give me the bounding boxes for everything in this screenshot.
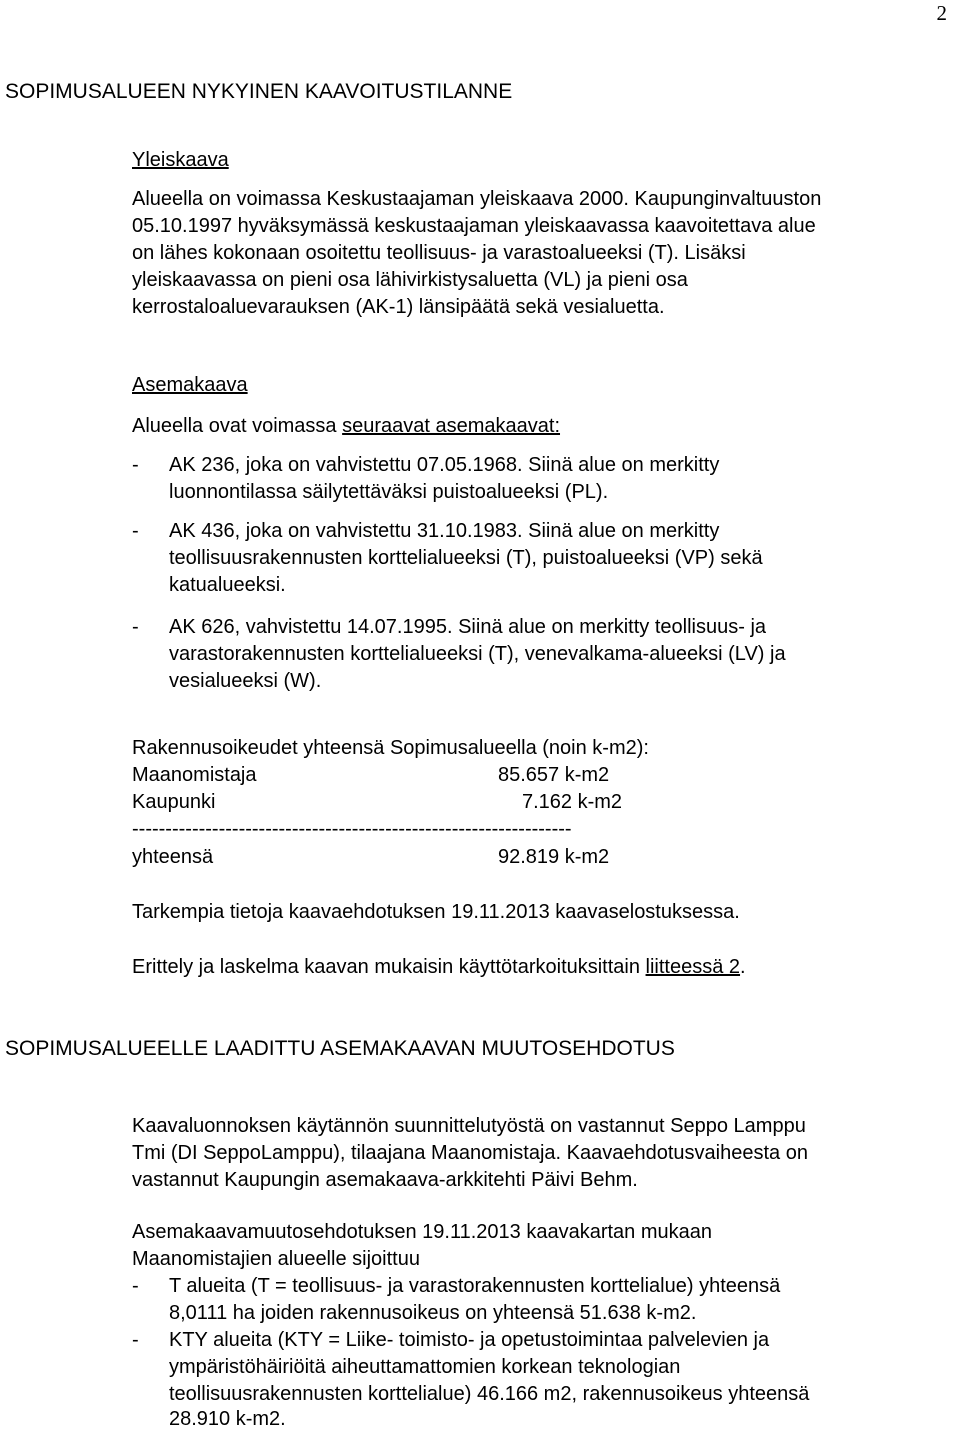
list-dash: -	[132, 1275, 139, 1297]
list-item-line: teollisuusrakennusten korttelialueeksi (T), puistoalueeksi (VP) sekä	[169, 547, 763, 569]
yleiskaava-line: Alueella on voimassa Keskustaajaman yleiskaava 2000. Kaupunginvaltuuston	[132, 188, 822, 210]
total-label: yhteensä	[132, 846, 214, 868]
list-dash: -	[132, 1329, 139, 1351]
liite-link[interactable]: liitteessä 2	[645, 956, 741, 978]
yleiskaava-line: 05.10.1997 hyväksymässä keskustaajaman yleiskaavassa kaavoitettava alue	[132, 215, 816, 237]
row-label: Kaupunki	[132, 791, 216, 813]
erittely-suffix: .	[740, 956, 746, 978]
list-item-line: varastorakennusten korttelialueeksi (T), venevalkama-alueeksi (LV) ja	[169, 643, 786, 665]
section-heading: SOPIMUSALUEEN NYKYINEN KAAVOITUSTILANNE	[5, 80, 513, 103]
list-dash: -	[132, 520, 139, 542]
erittely-text	[132, 954, 746, 980]
row-value: 7.162 k-m2	[522, 791, 623, 813]
tarkempia-text: Tarkempia tietoja kaavaehdotuksen 19.11.2013 kaavaselostuksessa.	[132, 901, 740, 923]
list-item-line: AK 436, joka on vahvistettu 31.10.1983. Siinä alue on merkitty	[169, 520, 720, 542]
asemakaava-intro	[132, 413, 560, 439]
section-heading: SOPIMUSALUEELLE LAADITTU ASEMAKAAVAN MUUTOSEHDOTUS	[5, 1037, 675, 1060]
list-item-line: KTY alueita (KTY = Liike- toimisto- ja opetustoimintaa palvelevien ja	[169, 1329, 770, 1351]
list-item-line: luonnontilassa säilytettäväksi puistoalueeksi (PL).	[169, 481, 609, 503]
yleiskaava-line: kerrostaloaluevarauksen (AK-1) länsipäätä sekä vesialuetta.	[132, 296, 665, 318]
page-number: 2	[936, 1, 947, 25]
list-item-line: T alueita (T = teollisuus- ja varastorakennusten korttelialue) yhteensä	[169, 1275, 781, 1297]
yleiskaava-line: on lähes kokonaan osoitettu teollisuus- ja varastoalueeksi (T). Lisäksi	[132, 242, 746, 264]
list-item-line: katualueeksi.	[169, 574, 286, 596]
para-line: vastannut Kaupungin asemakaava-arkkitehti Päivi Behm.	[132, 1169, 638, 1191]
list-item-line: teollisuusrakennusten korttelialue) 46.166 m2, rakennusoikeus yhteensä	[169, 1383, 810, 1405]
para-line: Tmi (DI SeppoLamppu), tilaajana Maanomistaja. Kaavaehdotusvaiheesta on	[132, 1142, 808, 1164]
para-line: Maanomistajien alueelle sijoittuu	[132, 1248, 420, 1270]
row-value: 85.657 k-m2	[498, 764, 610, 786]
yleiskaava-title: Yleiskaava	[132, 149, 229, 171]
asemakaava-link[interactable]: seuraavat asemakaavat:	[342, 415, 561, 437]
separator: ------------------------------------------------------------------	[132, 818, 572, 840]
list-item-line: 8,0111 ha joiden rakennusoikeus on yhteensä 51.638 k-m2.	[169, 1302, 697, 1324]
list-dash: -	[132, 616, 139, 638]
rakennusoikeudet-title: Rakennusoikeudet yhteensä Sopimusalueella (noin k-m2):	[132, 737, 649, 759]
total-value: 92.819 k-m2	[498, 846, 610, 868]
asemakaava-intro-text: Alueella ovat voimassa	[132, 415, 343, 437]
list-item-line: AK 626, vahvistettu 14.07.1995. Siinä alue on merkitty teollisuus- ja	[169, 616, 767, 638]
row-label: Maanomistaja	[132, 764, 257, 786]
para-line: Asemakaavamuutosehdotuksen 19.11.2013 kaavakartan mukaan	[132, 1221, 713, 1243]
asemakaava-title: Asemakaava	[132, 374, 248, 396]
list-item-line: AK 236, joka on vahvistettu 07.05.1968. Siinä alue on merkitty	[169, 454, 720, 476]
list-dash: -	[132, 454, 139, 476]
list-item-line: vesialueeksi (W).	[169, 670, 322, 692]
para-line: Kaavaluonnoksen käytännön suunnittelutyöstä on vastannut Seppo Lamppu	[132, 1115, 806, 1137]
erittely-prefix: Erittely ja laskelma kaavan mukaisin käyttötarkoituksittain	[132, 956, 646, 978]
yleiskaava-line: yleiskaavassa on pieni osa lähivirkistysaluetta (VL) ja pieni osa	[132, 269, 688, 291]
list-item-line: 28.910 k-m2.	[169, 1408, 286, 1430]
list-item-line: ympäristöhäiriöitä aiheuttamattomien korkean teknologian	[169, 1356, 681, 1378]
